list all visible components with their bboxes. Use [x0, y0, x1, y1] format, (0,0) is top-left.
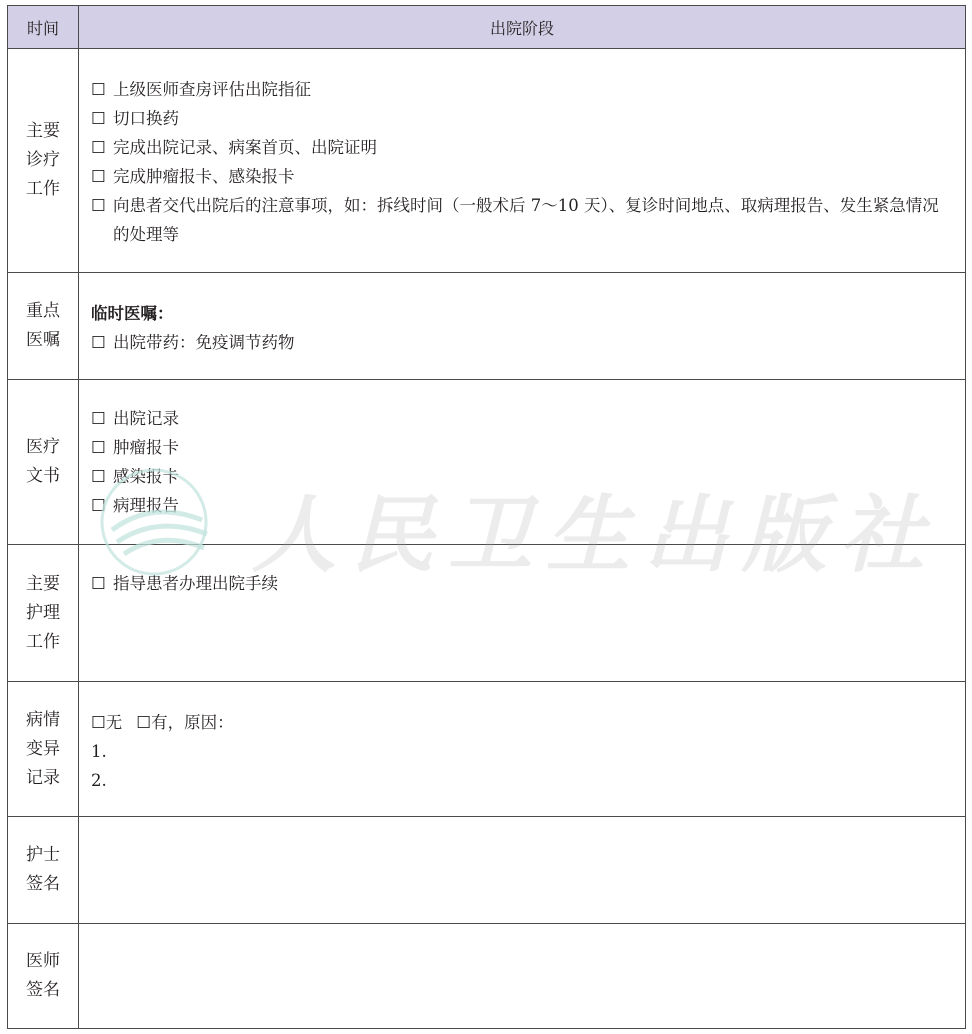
list-item: ☐ 出院带药：免疫调节药物 [91, 328, 955, 357]
list-item: ☐ 出院记录 [91, 404, 955, 433]
list-item: ☐ 病理报告 [91, 491, 955, 520]
checkbox-icon[interactable]: ☐ [136, 713, 152, 732]
physician-signature-field[interactable] [79, 924, 965, 1028]
header-stage [79, 6, 965, 48]
checkbox-icon[interactable]: ☐ [91, 713, 106, 732]
row-label: 主要诊疗工作 [26, 121, 60, 199]
checkbox-icon[interactable]: ☐ [91, 80, 106, 99]
checkbox-icon[interactable]: ☐ [91, 467, 106, 486]
temporary-orders-heading: 临时医嘱： [91, 304, 174, 323]
option-none[interactable]: ☐无 [91, 713, 123, 732]
list-item: ☐ 指导患者办理出院手续 [91, 569, 955, 598]
list-item: ☐ 肿瘤报卡 [91, 433, 955, 462]
row-label: 主要护理工作 [26, 573, 60, 652]
header-stage-label: 出院阶段 [489, 18, 554, 38]
checkbox-icon[interactable]: ☐ [91, 409, 106, 428]
watermark-text: 人民卫生出版社 [252, 485, 939, 584]
list-item: ☐ 完成肿瘤报卡、感染报卡 [91, 162, 955, 191]
row-label: 护士签名 [26, 845, 60, 894]
list-item: ☐ 向患者交代出院后的注意事项，如：拆线时间（一般术后 7～10 天）、复诊时间地点、取病理报告、发生紧急情况的处理等 [91, 191, 955, 249]
checkbox-icon[interactable]: ☐ [91, 333, 106, 352]
row-main-treatment [8, 48, 965, 272]
row-physician-signature [8, 923, 965, 1028]
row-variation-record [8, 681, 965, 816]
list-item: ☐ 完成出院记录、病案首页、出院证明 [91, 133, 955, 162]
list-item: ☐ 上级医师查房评估出院指征 [91, 75, 955, 104]
list-item: ☐ 切口换药 [91, 104, 955, 133]
table-header-row [8, 6, 965, 48]
row-nursing-work [8, 544, 965, 681]
row-medical-documents [8, 379, 965, 544]
row-label: 医师签名 [26, 951, 60, 1000]
checkbox-icon[interactable]: ☐ [91, 574, 106, 593]
header-time: 时间 [8, 6, 79, 48]
checkbox-icon[interactable]: ☐ [91, 196, 106, 215]
checkbox-icon[interactable]: ☐ [91, 167, 106, 186]
variation-line-1[interactable]: 1. [91, 742, 107, 761]
row-key-orders [8, 272, 965, 379]
clinical-pathway-table [7, 5, 966, 1029]
checkbox-icon[interactable]: ☐ [91, 138, 106, 157]
row-label: 重点医嘱 [26, 301, 60, 350]
list-item: ☐ 感染报卡 [91, 462, 955, 491]
row-nurse-signature [8, 816, 965, 923]
checkbox-icon[interactable]: ☐ [91, 109, 106, 128]
row-label: 医疗文书 [26, 437, 60, 486]
nurse-signature-field[interactable] [79, 817, 965, 923]
checkbox-icon[interactable]: ☐ [91, 438, 106, 457]
variation-options [91, 708, 955, 737]
row-label: 病情变异记录 [26, 709, 60, 788]
variation-line-2[interactable]: 2. [91, 771, 107, 790]
checkbox-icon[interactable]: ☐ [91, 496, 106, 515]
option-yes[interactable]: ☐有，原因： [136, 713, 234, 732]
